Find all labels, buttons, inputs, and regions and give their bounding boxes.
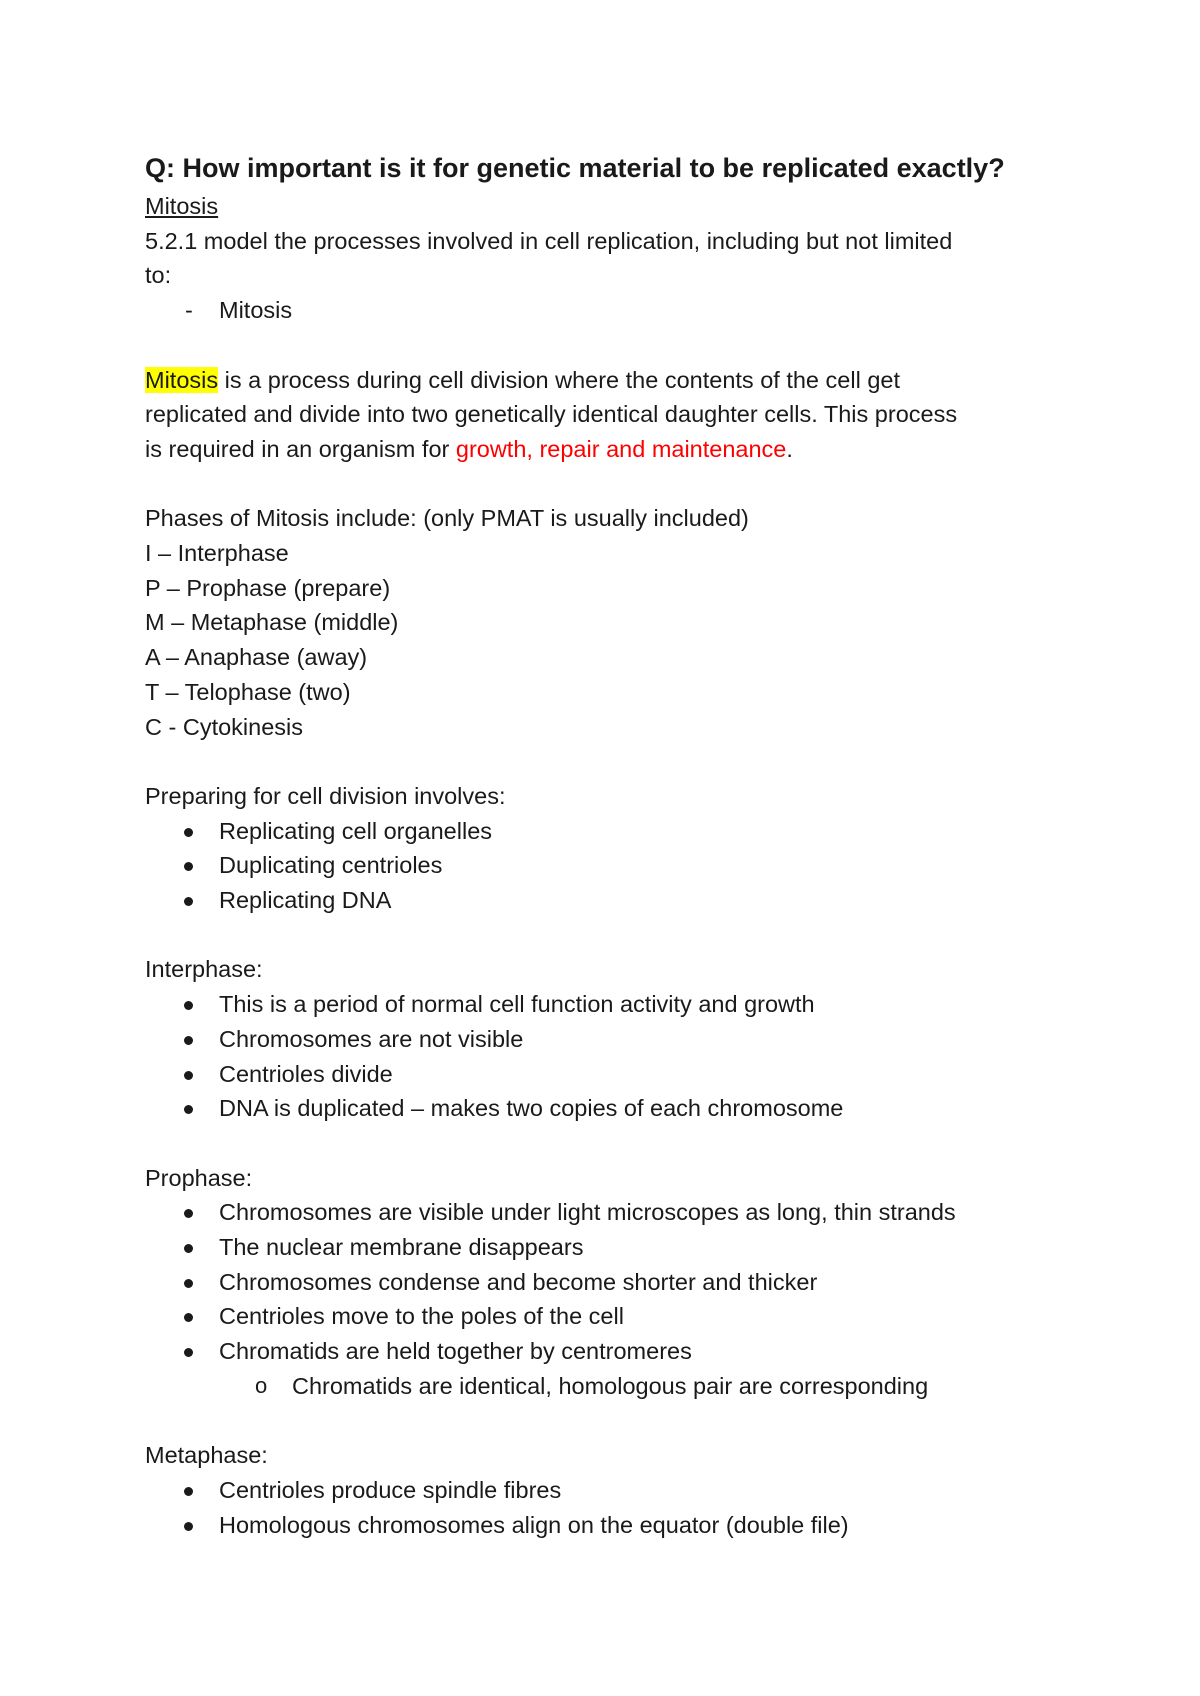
bullet-icon [184, 1348, 193, 1357]
prophase-heading: Prophase: [145, 1164, 253, 1191]
list-item [145, 1022, 1065, 1057]
list-item [145, 1334, 1065, 1369]
list-item [145, 1091, 1065, 1126]
syllabus-item-label: Mitosis [219, 297, 293, 324]
list-item [145, 883, 1065, 918]
syllabus-line-1: 5.2.1 model the processes involved in cell replication, including but not limited [145, 227, 953, 254]
definition-text: . [786, 435, 793, 462]
metaphase-list [145, 1473, 1065, 1542]
definition-line-1 [145, 363, 1065, 398]
sub-bullet-marker: o [255, 1372, 268, 1398]
bullet-icon [184, 1522, 193, 1531]
spacer [145, 467, 1065, 502]
spacer [145, 744, 1065, 779]
bullet-icon [184, 1487, 193, 1496]
interphase-heading: Interphase: [145, 956, 263, 983]
syllabus-dash-item [145, 293, 1065, 328]
interphase-list [145, 987, 1065, 1126]
bullet-icon [184, 897, 193, 906]
phase-item: A – Anaphase (away) [145, 644, 368, 671]
document-body [145, 148, 1065, 1542]
phase-item: M – Metaphase (middle) [145, 609, 399, 636]
list-item-text: Chromosomes condense and become shorter and thicker [219, 1268, 818, 1295]
list-item [145, 1508, 1065, 1543]
list-item [145, 1230, 1065, 1265]
phase-item: T – Telophase (two) [145, 678, 351, 705]
list-item-text: Duplicating centrioles [219, 852, 443, 879]
spacer [145, 918, 1065, 953]
list-item [145, 1299, 1065, 1334]
list-item [145, 1473, 1065, 1508]
question-title: Q: How important is it for genetic material to be replicated exactly? [145, 153, 1005, 183]
preparing-list [145, 814, 1065, 918]
phase-item: C - Cytokinesis [145, 713, 304, 740]
definition-text: is a process during cell division where the contents of the cell get [218, 366, 900, 393]
list-item [145, 1195, 1065, 1230]
spacer [145, 328, 1065, 363]
phases-heading: Phases of Mitosis include: (only PMAT is usually included) [145, 505, 749, 532]
list-item-text: Chromatids are held together by centromeres [219, 1338, 692, 1365]
list-item-text: Replicating cell organelles [219, 817, 493, 844]
preparing-heading: Preparing for cell division involves: [145, 782, 506, 809]
list-item-text: DNA is duplicated – makes two copies of each chromosome [219, 1095, 844, 1122]
list-item-text: Centrioles divide [219, 1060, 393, 1087]
bullet-icon [184, 862, 193, 871]
list-item-text: This is a period of normal cell function activity and growth [219, 991, 815, 1018]
bullet-icon [184, 1105, 193, 1114]
list-item-text: Replicating DNA [219, 887, 392, 914]
bullet-icon [184, 1279, 193, 1288]
list-item-text: Chromosomes are visible under light microscopes as long, thin strands [219, 1199, 956, 1226]
list-item-text: The nuclear membrane disappears [219, 1234, 584, 1261]
definition-text: is required in an organism for [145, 435, 456, 462]
bullet-icon [184, 1209, 193, 1218]
prophase-list [145, 1195, 1065, 1403]
list-item-text: Chromosomes are not visible [219, 1025, 524, 1052]
list-item-text: Chromatids are identical, homologous pair are corresponding [292, 1372, 929, 1399]
list-item-text: Centrioles move to the poles of the cell [219, 1303, 624, 1330]
list-item [145, 814, 1065, 849]
syllabus-line-2: to: [145, 262, 172, 289]
emphasis-text: growth, repair and maintenance [455, 435, 787, 462]
definition-line-3 [145, 432, 1065, 467]
spacer [145, 1126, 1065, 1161]
definition-line-2: replicated and divide into two genetically identical daughter cells. This process [145, 401, 958, 428]
bullet-icon [184, 1036, 193, 1045]
spacer [145, 1404, 1065, 1439]
bullet-icon [184, 1071, 193, 1080]
bullet-icon [184, 1313, 193, 1322]
phase-item: I – Interphase [145, 540, 289, 566]
list-item-text: Homologous chromosomes align on the equator (double file) [219, 1511, 849, 1538]
dash-marker: - [185, 297, 193, 324]
bullet-icon [184, 1001, 193, 1010]
list-item [145, 1265, 1065, 1300]
metaphase-heading: Metaphase: [145, 1442, 268, 1469]
list-item [145, 848, 1065, 883]
highlighted-term: Mitosis [145, 366, 219, 393]
list-item [145, 1057, 1065, 1092]
bullet-icon [184, 828, 193, 837]
sub-list-item [145, 1369, 1065, 1404]
list-item [145, 987, 1065, 1022]
phase-item: P – Prophase (prepare) [145, 574, 391, 601]
section-heading: Mitosis [145, 193, 219, 219]
bullet-icon [184, 1244, 193, 1253]
list-item-text: Centrioles produce spindle fibres [219, 1476, 562, 1503]
